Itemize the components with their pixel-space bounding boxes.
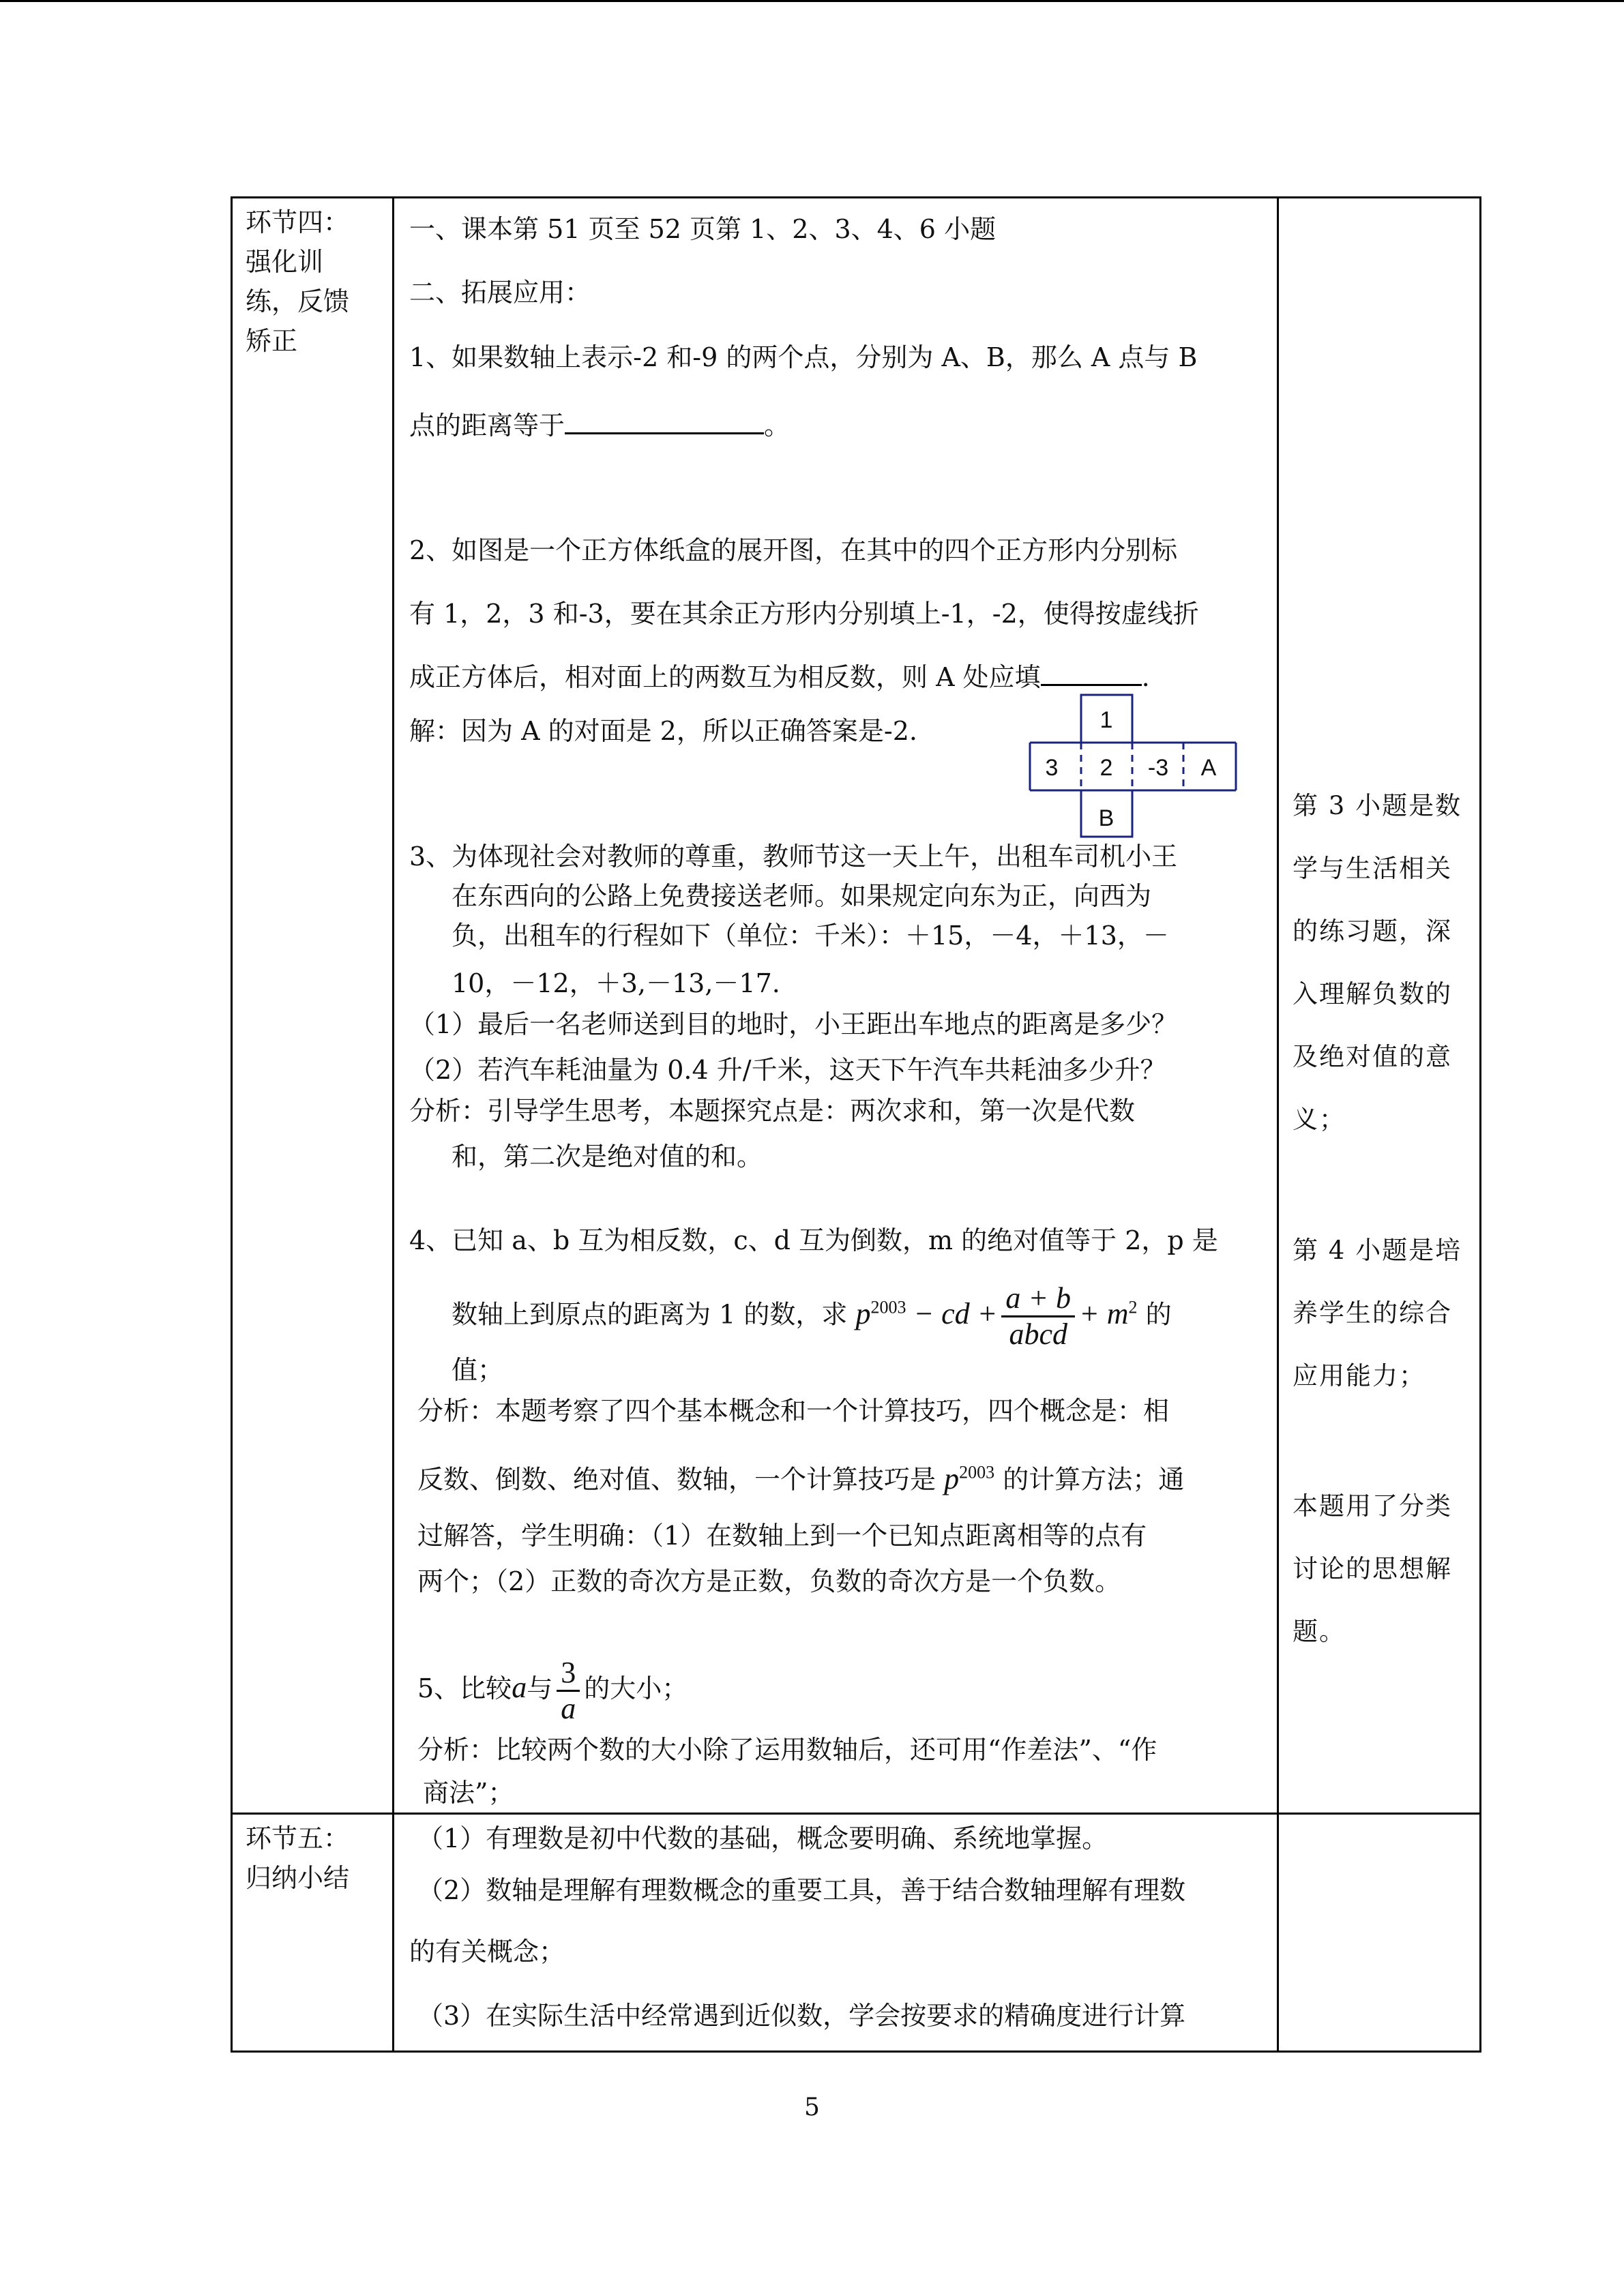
note-line: 第 3 小题是数 (1293, 791, 1462, 820)
page-top-edge (0, 0, 1624, 2)
question-1-suffix: 。 (764, 411, 791, 441)
note-line: 的练习题，深 (1293, 916, 1452, 946)
note-line: 义； (1293, 1105, 1346, 1134)
summary-line: （2）数轴是理解有理数概念的重要工具，善于结合数轴理解有理数 (417, 1875, 1186, 1905)
table-col-divider-2 (1277, 196, 1279, 2053)
section4-label-line: 练，反馈 (246, 286, 350, 316)
expression (855, 1281, 1138, 1352)
expr-exponent: 2003 (959, 1462, 995, 1482)
question-2-line: 有 1，2，3 和-3，要在其余正方形内分别填上-1，-2，使得按虚线折 (409, 599, 1199, 629)
question-3-line: 在东西向的公路上免费接送老师。如果规定向东为正，向西为 (452, 881, 1152, 911)
section5-label-line: 归纳小结 (246, 1863, 350, 1893)
question-4-analysis-prefix: 反数、倒数、绝对值、数轴，一个计算技巧是 (417, 1464, 936, 1495)
question-2-suffix: . (1141, 662, 1150, 692)
summary-line: （1）有理数是初中代数的基础，概念要明确、系统地掌握。 (417, 1823, 1108, 1853)
note-line: 入理解负数的 (1293, 979, 1452, 1009)
table-border-left (231, 196, 233, 2053)
note-line: 第 4 小题是培 (1293, 1236, 1462, 1265)
question-3-sub2: （2）若汽车耗油量为 0.4 升/千米，这天下午汽车共耗油多少升？ (409, 1055, 1166, 1085)
expr-m-exponent: 2 (1128, 1297, 1138, 1317)
page-number: 5 (804, 2093, 820, 2121)
question-5-analysis: 分析：比较两个数的大小除了运用数轴后，还可用“作差法”、“作 (417, 1735, 1157, 1765)
question-4-line (452, 1270, 1172, 1352)
question-4-analysis-suffix: 的计算方法；通 (1003, 1464, 1185, 1495)
section4-label-line: 环节四： (246, 207, 350, 237)
expr-cd: − cd + (913, 1296, 998, 1330)
fraction-numerator: 3 (557, 1656, 580, 1692)
fraction-3-over-a (557, 1656, 580, 1726)
expr-p: p (855, 1296, 871, 1330)
question-4-analysis: 两个；（2）正数的奇次方是正数，负数的奇次方是一个负数。 (417, 1566, 1121, 1596)
expr-numerator: a + b (1001, 1281, 1075, 1317)
question-4-prefix: 数轴上到原点的距离为 1 的数，求 (452, 1299, 848, 1330)
question-5-with: 与 (527, 1673, 553, 1703)
question-3-line: 10，－12，＋3,－13,－17. (452, 968, 780, 998)
var-a: a (512, 1671, 527, 1704)
net-face-left: 3 (1045, 755, 1059, 781)
question-3-line: 负，出租车的行程如下（单位：千米）：＋15，－4，＋13，－ (452, 921, 1169, 951)
expr-p-2003 (944, 1462, 994, 1495)
expr-fraction (1001, 1281, 1075, 1352)
net-face-a: A (1200, 755, 1217, 781)
question-2-prefix: 成正方体后，相对面上的两数互为相反数，则 A 处应填 (409, 662, 1041, 692)
section4-label-line: 矫正 (246, 326, 298, 356)
note-line: 题。 (1293, 1617, 1346, 1646)
question-5-analysis: 商法”； (423, 1778, 514, 1808)
question-5-prefix: 5、比较 (417, 1673, 512, 1703)
question-3-analysis: 和，第二次是绝对值的和。 (452, 1142, 763, 1172)
net-face-center: 2 (1099, 755, 1113, 781)
table-border-bottom (231, 2051, 1481, 2053)
answer-blank (565, 430, 764, 434)
note-line: 讨论的思想解 (1293, 1554, 1452, 1583)
question-4-suffix: 的 (1145, 1299, 1172, 1330)
note-line: 学与生活相关 (1293, 854, 1452, 883)
question-1-prefix: 点的距离等于 (409, 411, 565, 441)
fraction-denominator: a (561, 1692, 576, 1725)
net-face-top: 1 (1099, 707, 1113, 733)
expr-exponent: 2003 (870, 1297, 906, 1317)
question-3-sub1: （1）最后一名老师送到目的地时，小王距出车地点的距离是多少？ (409, 1009, 1178, 1039)
question-1-line (409, 409, 790, 442)
question-2-answer: 解：因为 A 的对面是 2，所以正确答案是-2. (409, 716, 917, 746)
note-line: 本题用了分类 (1293, 1491, 1452, 1521)
expr-denominator: abcd (1009, 1317, 1067, 1352)
expr-p: p (944, 1461, 960, 1495)
question-2-line (409, 661, 1150, 694)
table-row-divider (231, 1813, 1481, 1815)
extension-heading: 二、拓展应用： (409, 278, 591, 308)
question-4-analysis: 过解答，学生明确：（1）在数轴上到一个已知点距离相等的点有 (417, 1521, 1147, 1551)
question-3-analysis: 分析：引导学生思考，本题探究点是：两次求和，第一次是代数 (409, 1096, 1136, 1126)
cube-net-diagram (1023, 692, 1241, 839)
textbook-exercises: 一、课本第 51 页至 52 页第 1、2、3、4、6 小题 (409, 214, 996, 244)
question-1-line: 1、如果数轴上表示-2 和-9 的两个点，分别为 A、B，那么 A 点与 B (409, 342, 1198, 372)
note-line: 应用能力； (1293, 1361, 1426, 1390)
table-border-right (1479, 196, 1481, 2053)
net-face-b: B (1098, 805, 1114, 831)
table-border-top (231, 196, 1481, 198)
question-4-line: 4、已知 a、b 互为相反数，c、d 互为倒数，m 的绝对值等于 2，p 是 (409, 1225, 1218, 1255)
expr-plus-m: + m (1079, 1296, 1129, 1330)
question-4-line: 值； (452, 1355, 504, 1385)
question-4-analysis (417, 1456, 1184, 1496)
answer-blank (1041, 681, 1142, 686)
summary-line: （3）在实际生活中经常遇到近似数，学会按要求的精确度进行计算 (417, 2001, 1186, 2031)
question-5-suffix: 的大小； (584, 1673, 688, 1703)
question-5-line (417, 1650, 688, 1726)
net-face-right: -3 (1147, 755, 1169, 781)
summary-line: 的有关概念； (409, 1937, 565, 1967)
table-col-divider-1 (392, 196, 394, 2053)
note-line: 养学生的综合 (1293, 1298, 1452, 1328)
section5-label-line: 环节五： (246, 1823, 350, 1853)
question-3-line: 3、为体现社会对教师的尊重，教师节这一天上午，出租车司机小王 (409, 841, 1178, 871)
section4-label-line: 强化训 (246, 247, 324, 277)
question-4-analysis: 分析：本题考察了四个基本概念和一个计算技巧，四个概念是：相 (417, 1396, 1170, 1426)
question-2-line: 2、如图是一个正方体纸盒的展开图，在其中的四个正方形内分别标 (409, 535, 1178, 565)
note-line: 及绝对值的意 (1293, 1042, 1452, 1071)
